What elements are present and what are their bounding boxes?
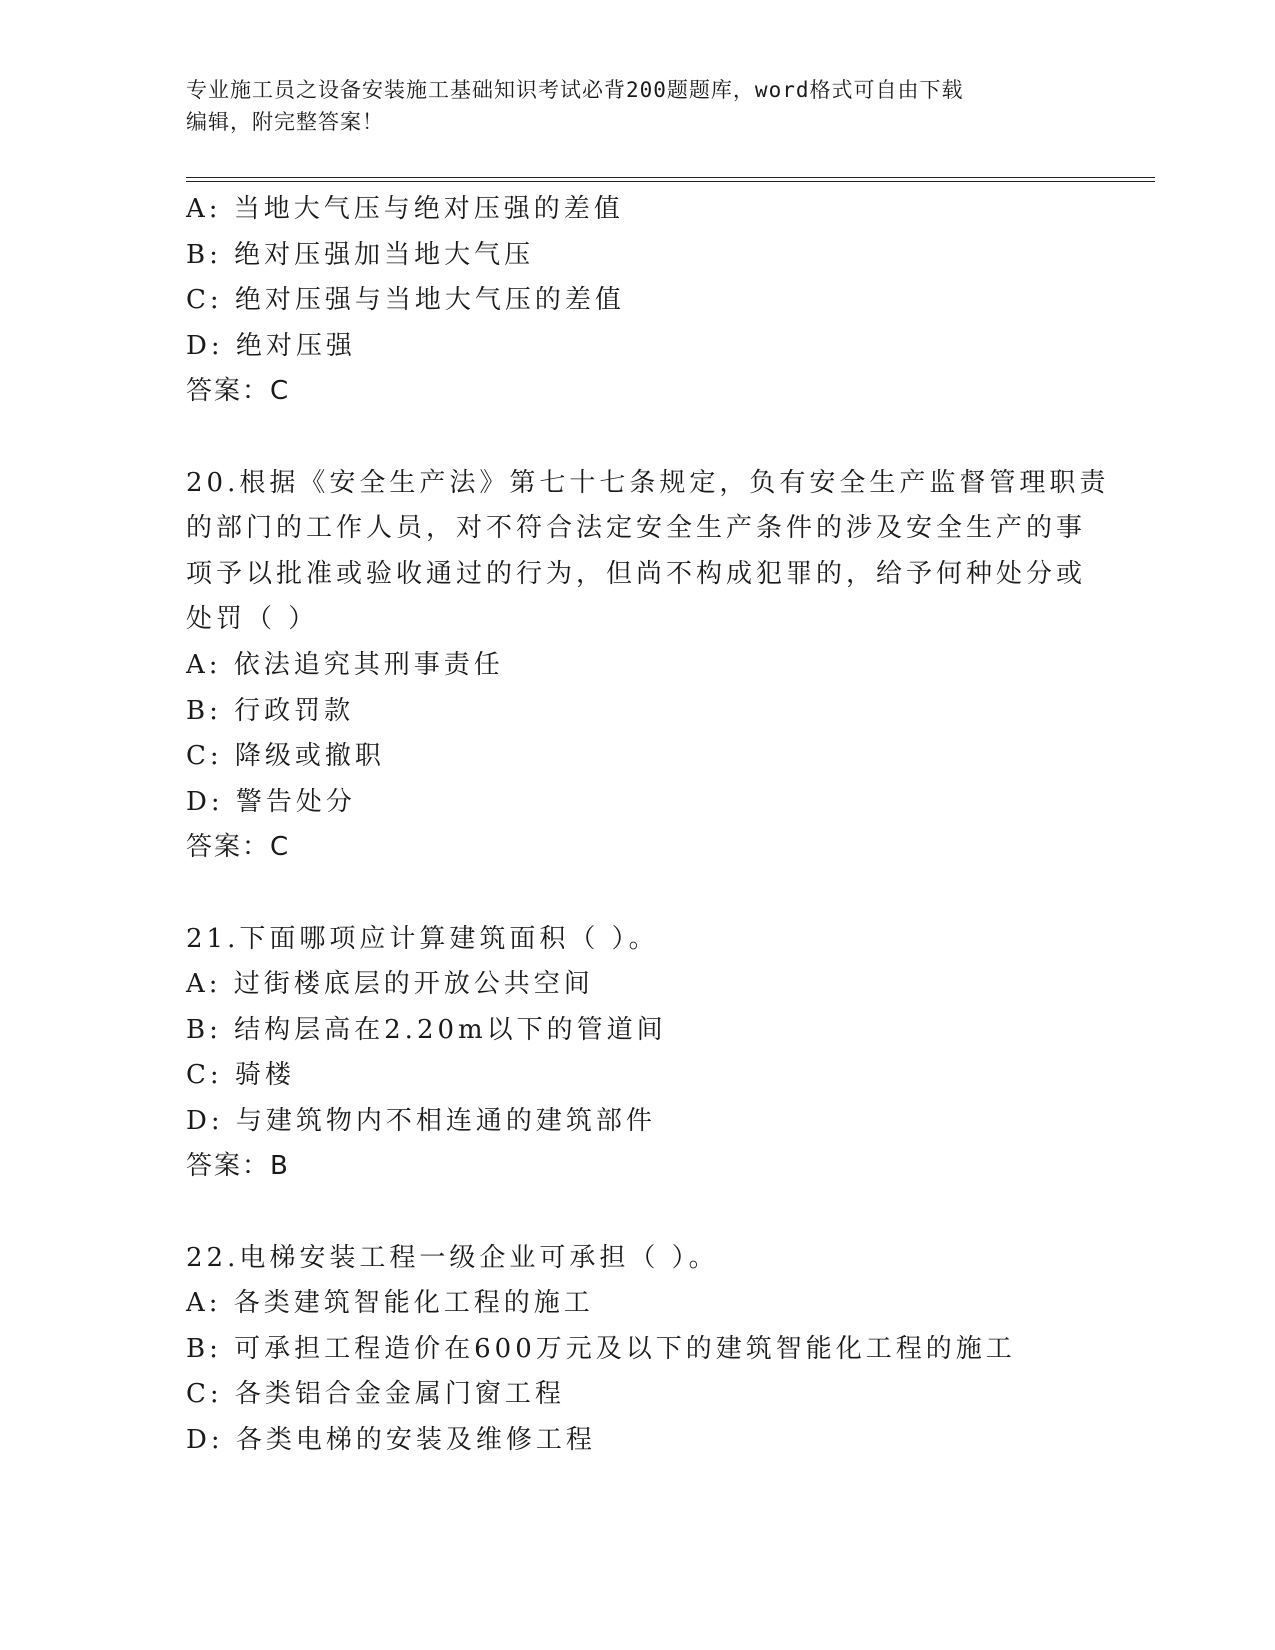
header-divider — [186, 177, 1155, 182]
option-c: C: 骑楼 — [186, 1060, 295, 1091]
question-stem-line: 20.根据《安全生产法》第七十七条规定，负有安全生产监督管理职责 — [186, 467, 1110, 498]
answer: 答案：C — [186, 376, 291, 407]
header-title-line-1: 专业施工员之设备安装施工基础知识考试必背200题题库，word格式可自由下载 — [186, 78, 964, 102]
option-d: D: 警告处分 — [186, 786, 356, 817]
question-22 — [186, 1236, 1146, 1464]
header-title-line-2: 编辑，附完整答案！ — [186, 110, 384, 134]
spacer — [186, 1190, 1146, 1236]
question-19 — [186, 187, 1146, 415]
answer: 答案：B — [186, 1151, 290, 1182]
answer: 答案：C — [186, 832, 291, 863]
question-stem-line: 处罚（ ） — [186, 604, 319, 635]
option-a: A: 过街楼底层的开放公共空间 — [186, 969, 594, 1000]
question-stem-line: 项予以批准或验收通过的行为，但尚不构成犯罪的，给予何种处分或 — [186, 558, 1087, 589]
question-stem-line: 的部门的工作人员，对不符合法定安全生产条件的涉及安全生产的事 — [186, 513, 1087, 544]
spacer — [186, 415, 1146, 461]
option-d: D: 绝对压强 — [186, 330, 356, 361]
option-b: B: 可承担工程造价在600万元及以下的建筑智能化工程的施工 — [186, 1333, 1016, 1364]
option-d: D: 各类电梯的安装及维修工程 — [186, 1425, 596, 1456]
question-stem: 22.电梯安装工程一级企业可承担（ ）。 — [186, 1242, 719, 1273]
option-c: C: 各类铝合金金属门窗工程 — [186, 1379, 565, 1410]
question-list — [186, 187, 1146, 1464]
option-b: B: 绝对压强加当地大气压 — [186, 239, 535, 270]
spacer — [186, 871, 1146, 917]
option-a: A: 依法追究其刑事责任 — [186, 649, 504, 680]
option-c: C: 绝对压强与当地大气压的差值 — [186, 285, 625, 316]
option-c: C: 降级或撤职 — [186, 741, 385, 772]
document-header — [186, 74, 1066, 138]
option-b: B: 行政罚款 — [186, 695, 355, 726]
option-b: B: 结构层高在2.20m以下的管道间 — [186, 1014, 667, 1045]
question-stem: 21.下面哪项应计算建筑面积（ ）。 — [186, 923, 659, 954]
question-21 — [186, 917, 1146, 1191]
option-a: A: 各类建筑智能化工程的施工 — [186, 1288, 594, 1319]
question-20 — [186, 461, 1146, 871]
option-d: D: 与建筑物内不相连通的建筑部件 — [186, 1105, 656, 1136]
option-a: A: 当地大气压与绝对压强的差值 — [186, 194, 624, 224]
